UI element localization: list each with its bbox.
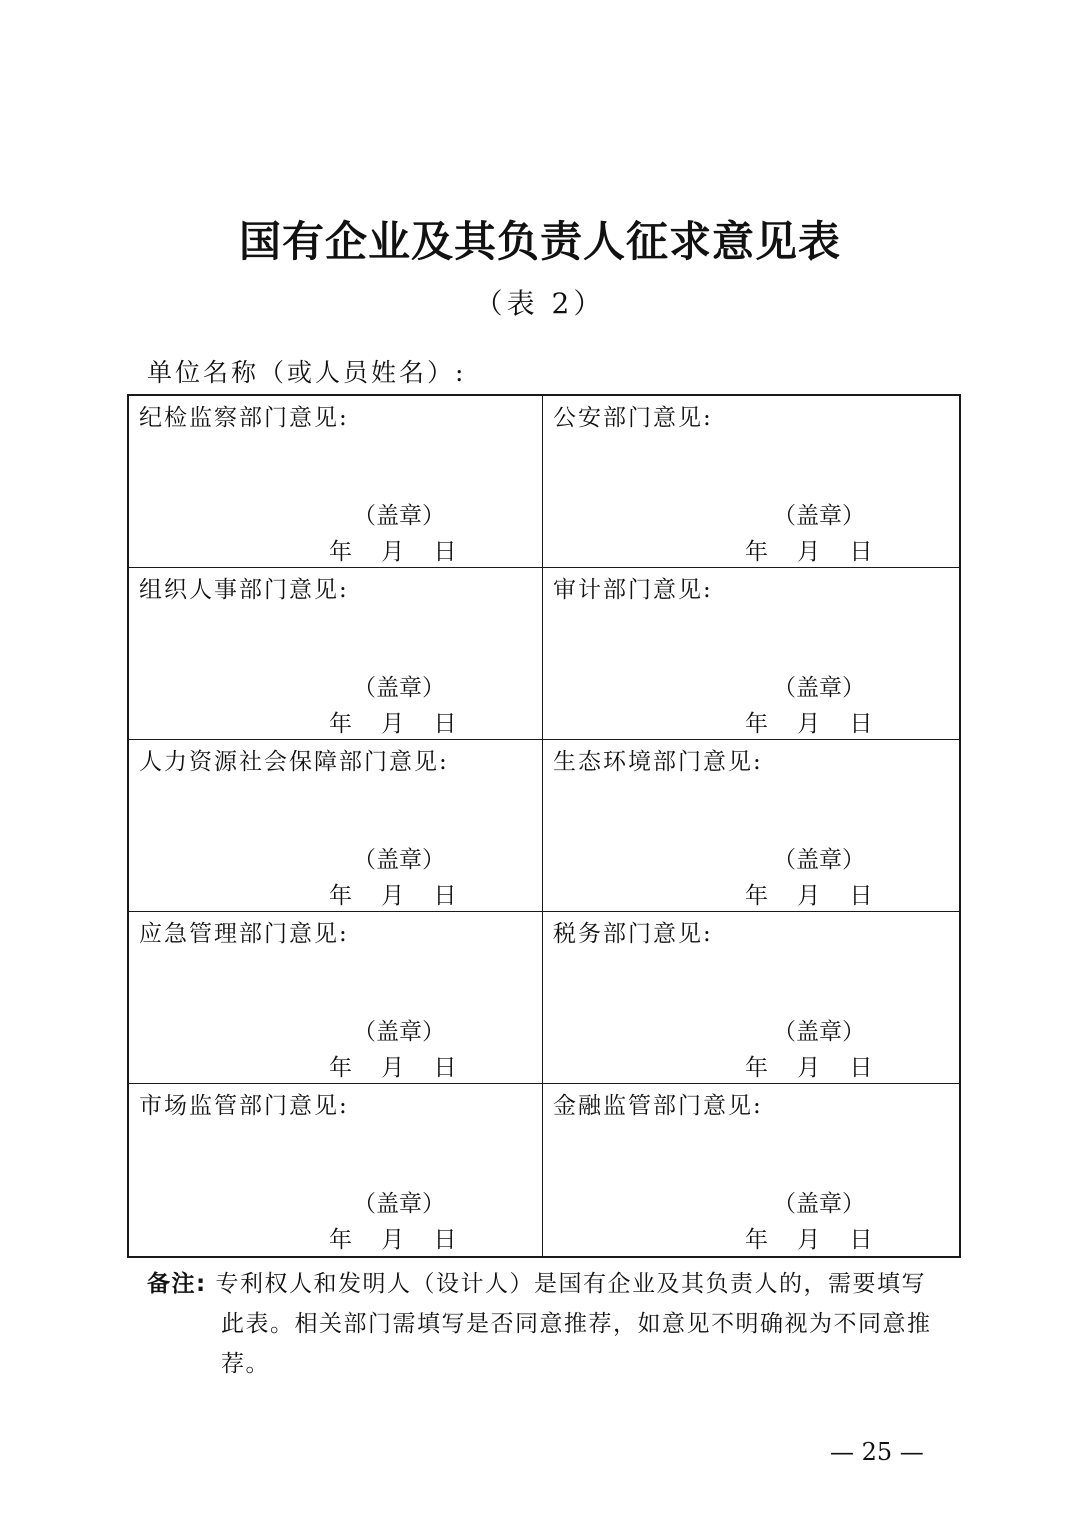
cell-label: 税务部门意见: <box>553 921 713 947</box>
opinion-cell-ecology-environment <box>543 740 959 912</box>
cell-label: 审计部门意见: <box>553 577 713 603</box>
remarks <box>147 1264 967 1384</box>
remarks-text-1: 专利权人和发明人（设计人）是国有企业及其负责人的，需要填写 <box>215 1271 927 1297</box>
seal-text: （盖章） <box>353 503 445 529</box>
seal-text: （盖章） <box>353 1019 445 1045</box>
date-text: 年 月 日 <box>329 1227 457 1253</box>
opinion-cell-audit <box>543 568 959 740</box>
date-text: 年 月 日 <box>329 539 457 565</box>
opinion-cell-taxation <box>543 912 959 1084</box>
cell-label: 人力资源社会保障部门意见: <box>139 749 449 775</box>
opinion-cell-financial-supervision <box>543 1084 959 1256</box>
date-text: 年 月 日 <box>745 883 873 909</box>
cell-label: 生态环境部门意见: <box>553 749 763 775</box>
cell-label: 金融监管部门意见: <box>553 1093 763 1119</box>
cell-label: 组织人事部门意见: <box>139 577 349 603</box>
date-text: 年 月 日 <box>745 1227 873 1253</box>
date-text: 年 月 日 <box>745 711 873 737</box>
seal-text: （盖章） <box>773 1019 865 1045</box>
form-subtitle: （表 2） <box>474 287 606 320</box>
page-number: — 25 — <box>830 1438 924 1466</box>
opinion-table <box>127 394 961 1258</box>
remarks-text-2: 此表。相关部门需填写是否同意推荐，如意见不明确视为不同意推荐。 <box>221 1311 932 1377</box>
cell-label: 市场监管部门意见: <box>139 1093 349 1119</box>
cell-label: 纪检监察部门意见: <box>139 405 349 431</box>
seal-text: （盖章） <box>773 1191 865 1217</box>
date-text: 年 月 日 <box>329 1055 457 1081</box>
opinion-cell-public-security <box>543 396 959 568</box>
remarks-line-1 <box>147 1264 967 1304</box>
form-title: 国有企业及其负责人征求意见表 <box>238 217 841 266</box>
cell-label: 公安部门意见: <box>553 405 713 431</box>
opinion-cell-organization-personnel <box>129 568 543 740</box>
date-text: 年 月 日 <box>329 711 457 737</box>
seal-text: （盖章） <box>353 1191 445 1217</box>
remarks-label: 备注: <box>147 1271 207 1297</box>
opinion-cell-market-supervision <box>129 1084 543 1256</box>
opinion-cell-emergency-management <box>129 912 543 1084</box>
opinion-cell-human-resources <box>129 740 543 912</box>
date-text: 年 月 日 <box>745 1055 873 1081</box>
seal-text: （盖章） <box>773 675 865 701</box>
seal-text: （盖章） <box>353 675 445 701</box>
seal-text: （盖章） <box>353 847 445 873</box>
seal-text: （盖章） <box>773 847 865 873</box>
unit-name-label: 单位名称（或人员姓名）: <box>147 358 467 387</box>
seal-text: （盖章） <box>773 503 865 529</box>
date-text: 年 月 日 <box>329 883 457 909</box>
opinion-cell-discipline-inspection <box>129 396 543 568</box>
date-text: 年 月 日 <box>745 539 873 565</box>
cell-label: 应急管理部门意见: <box>139 921 349 947</box>
